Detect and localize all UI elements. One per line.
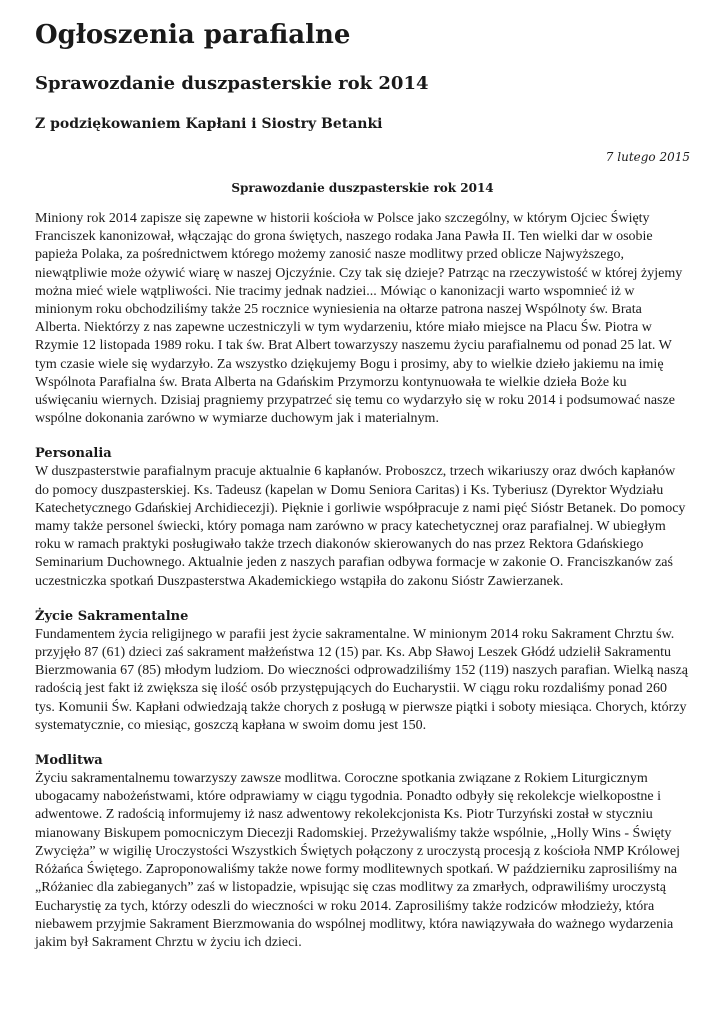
- section-text: Życiu sakramentalnemu towarzyszy zawsze modlitwa. Coroczne spotkania związane z Rokiem Liturgicznym ubogacamy nabożeństwami, które odprawiamy w ciągu tygodnia. Ponadto odbyły się rekolekcje wielkopostne i adwentowe. Z radością informujemy iż nasz adwentowy rekolekcjonista Ks. Piotr Turzyński został w styczniu mianowany Biskupem pomocniczym Diecezji Radomskiej. Przeżywaliśmy także wspólnie, „Holly Wins - Święty Zwycięża” w wigilię Uroczystości Wszystkich Świętych połączony z uroczystą procesją z kościoła NMP Królowej Różańca Świętego. Zaproponowaliśmy także nowe formy modlitewnych spotkań. W październiku zaprosiliśmy na „Różaniec dla zabieganych” zaś w listopadzie, wpisując się czas modlitwy za zmarłych, odprawiliśmy uroczystą Eucharystię za tych, którzy odeszli do wieczności w roku 2014. Zaprosiliśmy także rodziców młodzieży, która niebawem przyjmie Sakrament Bierzmowania do wspólnej modlitwy, która nawiązywała do ważnego wydarzenia jakim był Sakrament Chrztu w życiu ich dzieci.: [35, 771, 680, 950]
- report-title: Sprawozdanie duszpasterskie rok 2014: [231, 181, 494, 195]
- section-heading: Personalia: [35, 446, 112, 462]
- dedication: Z podziękowaniem Kapłani i Siostry Betanki: [35, 116, 383, 132]
- section-text: W duszpasterstwie parafialnym pracuje aktualnie 6 kapłanów. Proboszcz, trzech wikariuszy oraz dwóch kapłanów do pomocy duszpasterskiej. Ks. Tadeusz (kapelan w Domu Seniora Caritas) i Ks. Tyberiusz (Dyrektor Wydziału Katechetycznego Gdańskiej Archidiecezji). Pięknie i gorliwie współpracuje z nami pięć Sióstr Betanek. Do pomocy mamy także personel świecki, który pomaga nam zarówno w pracy katechetycznej oraz parafialnej. W ubiegłym roku w ramach praktyki posługiwało także trzech diakonów skierowanych do nas przez Rektora Gdańskiego Seminarium Duchownego. Aktualnie jeden z naszych parafian odbywa formacje w zakonie O. Franciszkanów zaś uczestniczka spotkań Duszpasterstwa Akademickiego wstąpiła do zakonu Sióstr Zawierzanek.: [35, 464, 686, 589]
- section-heading: Życie Sakramentalne: [35, 608, 189, 624]
- page-subtitle: Sprawozdanie duszpasterskie rok 2014: [35, 73, 429, 94]
- intro-paragraph: Miniony rok 2014 zapisze się zapewne w historii kościoła w Polsce jako szczególny, w którym Ojciec Święty Franciszek kanonizował, włączając do grona świętych, naszego rodaka Jana Pawła II. Ten wielki dar w osobie papieża Polaka, za pośrednictwem którego możemy zanosić nasze modlitwy przed oblicze Najwyższego, niewątpliwie może ożywić wiarę w naszej Ojczyźnie. Czy tak się dzieje? Patrząc na rzeczywistość w której żyjemy można mieć wiele wątpliwości. Nie tracimy jednak nadziei... Mówiąc o kanonizacji warto wspomnieć iż w minionym roku obchodziliśmy także 25 rocznice wyniesienia na ołtarze patrona naszej Wspólnoty św. Brata Alberta. Niektórzy z nas zapewne uczestniczyli w tym wydarzeniu, które miało miejsce na Placu Św. Piotra w Rzymie 12 listopada 1989 roku. I tak św. Brat Albert towarzyszy naszemu życiu parafialnemu od ponad 25 lat. W tym czasie wiele się wydarzyło. Za wszystko dziękujemy Bogu i prosimy, aby to wielkie dzieło jakiemu na imię Wspólnota Parafialna św. Brata Alberta na Gdańskim Przymorzu kontynuowała te wielkie dzieła Boże ku uświęcaniu wiernych. Dzisiaj pragniemy przypatrzeć się temu co wydarzyło się w roku 2014 i podsumować nasze wspólne dokonania zarówno w wymiarze duchowym jak i materialnym.: [35, 211, 683, 427]
- section-zycie-sakramentalne: [35, 608, 690, 735]
- section-modlitwa: [35, 752, 690, 952]
- publication-date: 7 lutego 2015: [605, 150, 690, 164]
- section-heading: Modlitwa: [35, 753, 103, 769]
- page-title: Ogłoszenia parafialne: [35, 20, 351, 50]
- section-personalia: [35, 445, 690, 590]
- section-text: Fundamentem życia religijnego w parafii jest życie sakramentalne. W minionym 2014 roku Sakrament Chrztu św. przyjęło 87 (61) dzieci zaś sakrament małżeństwa 12 (15) par. Ks. Abp Sławoj Leszek Głódź udzielił Sakramentu Bierzmowania 67 (85) młodym ludziom. Do wieczności odprowadziliśmy 152 (119) naszych parafian. Wielką naszą radością jest fakt iż zwiększa się ilość osób przystępujących do Eucharystii. W ciągu roku rozdaliśmy ponad 260 tys. Komunii Św. Kapłani odwiedzają także chorych z posługą w pierwsze piątki i soboty miesiąca. Chorych, którzy systematycznie, co miesiąc, goszczą kapłana w swoim domu jest 150.: [35, 626, 688, 733]
- article-body: [35, 210, 690, 969]
